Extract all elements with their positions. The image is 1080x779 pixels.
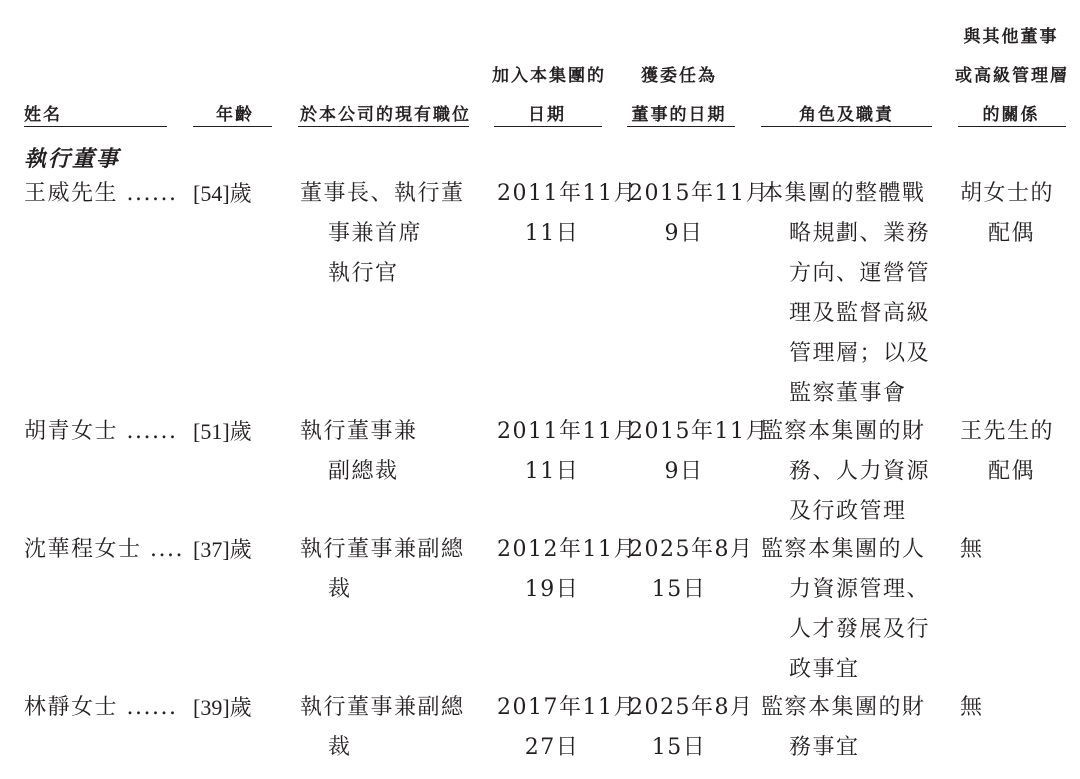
row-3-join-date — [497, 530, 637, 610]
row-2-role-line: 及行政管理 — [789, 499, 907, 524]
row-1-role-line: 管理層；以及 — [789, 341, 931, 366]
header-rule-position — [298, 126, 469, 127]
row-2-appoint-date — [629, 412, 769, 492]
row-3-role — [761, 530, 930, 690]
row-3-age: [37]歲 — [193, 537, 252, 562]
row-3-appoint-date-line: 15日 — [651, 577, 707, 602]
row-4-name: 林靜女士 ...... — [24, 695, 178, 720]
row-3-join-date-line: 2012年11月 — [497, 537, 637, 562]
row-2-appoint-date-line: 2015年11月 — [629, 419, 769, 444]
row-4-role-line: 務事宜 — [789, 735, 860, 760]
row-4-role — [761, 688, 926, 768]
row-2-relationship-line: 配偶 — [988, 459, 1036, 484]
row-3-role-line: 人才發展及行 — [789, 617, 931, 642]
header-join-date-line2: 日期 — [528, 105, 566, 125]
row-4-role-line: 監察本集團的財 — [761, 695, 926, 720]
row-2-role-line: 監察本集團的財 — [761, 419, 926, 444]
row-1-age: [54]歲 — [193, 181, 252, 206]
row-4-relationship-line: 無 — [960, 695, 984, 720]
row-4-age: [39]歲 — [193, 695, 252, 720]
header-relationship-line2: 或高級管理層 — [955, 66, 1069, 86]
row-1-relationship — [960, 174, 1054, 254]
row-2-position — [300, 412, 418, 492]
row-4-appoint-date — [629, 688, 754, 768]
row-3-relationship — [960, 530, 984, 570]
row-2-age: [51]歲 — [193, 419, 252, 444]
row-3-appoint-date-line: 2025年8月 — [629, 537, 754, 562]
header-rule-name — [24, 126, 167, 127]
row-1-position-line: 董事長、執行董 — [300, 181, 465, 206]
row-2-appoint-date-line: 9日 — [664, 459, 704, 484]
row-4-appoint-date-line: 2025年8月 — [629, 695, 754, 720]
header-rule-join-date — [494, 126, 602, 127]
header-appoint-date-line1: 獲委任為 — [641, 66, 717, 86]
row-1-position-line: 事兼首席 — [328, 221, 423, 246]
row-2-relationship — [960, 412, 1054, 492]
row-1-join-date-line: 2011年11月 — [497, 181, 637, 206]
header-rule-appoint-date — [627, 126, 735, 127]
row-4-appoint-date-line: 15日 — [651, 735, 707, 760]
row-2-join-date — [497, 412, 637, 492]
row-1-position — [300, 174, 465, 294]
row-1-appoint-date-line: 2015年11月 — [629, 181, 769, 206]
row-2-position-line: 執行董事兼 — [300, 419, 418, 444]
header-appoint-date-line2: 董事的日期 — [631, 105, 727, 125]
row-3-role-line: 政事宜 — [789, 657, 860, 682]
row-1-relationship-line: 配偶 — [988, 221, 1036, 246]
row-1-role-line: 本集團的整體戰 — [761, 181, 926, 206]
row-2-join-date-line: 2011年11月 — [497, 419, 637, 444]
row-3-appoint-date — [629, 530, 754, 610]
row-1-join-date-line: 11日 — [524, 221, 580, 246]
row-1-join-date — [497, 174, 637, 254]
row-4-join-date-line: 27日 — [524, 735, 580, 760]
row-1-role-line: 監察董事會 — [789, 381, 907, 406]
section-title-executive-directors: 執行董事 — [24, 146, 121, 172]
row-4-position-line: 執行董事兼副總 — [300, 695, 465, 720]
header-rule-age — [193, 126, 272, 127]
row-2-relationship-line: 王先生的 — [960, 419, 1055, 444]
row-3-position-line: 裁 — [328, 577, 352, 602]
row-2-join-date-line: 11日 — [524, 459, 580, 484]
header-relationship-line1: 與其他董事 — [963, 27, 1059, 47]
header-position: 於本公司的現有職位 — [300, 105, 471, 125]
row-2-position-line: 副總裁 — [328, 459, 399, 484]
row-3-name: 沈華程女士 .... — [24, 537, 184, 562]
row-1-role — [761, 174, 930, 414]
row-3-relationship-line: 無 — [960, 537, 984, 562]
header-rule-role — [761, 126, 932, 127]
header-relationship-line3: 的關係 — [982, 105, 1040, 125]
row-4-relationship — [960, 688, 984, 728]
row-2-role — [761, 412, 930, 532]
row-4-position-line: 裁 — [328, 735, 352, 760]
row-2-name: 胡青女士 ...... — [24, 419, 178, 444]
row-1-appoint-date — [629, 174, 769, 254]
header-name: 姓名 — [24, 105, 62, 125]
row-3-role-line: 監察本集團的人 — [761, 537, 926, 562]
header-rule-relationship — [958, 126, 1066, 127]
row-3-join-date-line: 19日 — [524, 577, 580, 602]
row-3-position — [300, 530, 465, 610]
row-3-position-line: 執行董事兼副總 — [300, 537, 465, 562]
row-1-position-line: 執行官 — [328, 261, 399, 286]
row-2-role-line: 務、人力資源 — [789, 459, 931, 484]
row-1-name: 王威先生 ...... — [24, 181, 178, 206]
row-1-role-line: 理及監督高級 — [789, 301, 931, 326]
row-1-relationship-line: 胡女士的 — [960, 181, 1055, 206]
row-3-role-line: 力資源管理、 — [789, 577, 931, 602]
header-join-date-line1: 加入本集團的 — [492, 66, 606, 86]
row-1-appoint-date-line: 9日 — [664, 221, 704, 246]
row-4-join-date — [497, 688, 637, 768]
header-age: 年齡 — [216, 105, 254, 125]
row-4-join-date-line: 2017年11月 — [497, 695, 637, 720]
row-1-role-line: 略規劃、業務 — [789, 221, 931, 246]
row-4-position — [300, 688, 465, 768]
header-role: 角色及職責 — [799, 105, 894, 125]
row-1-role-line: 方向、運營管 — [789, 261, 931, 286]
